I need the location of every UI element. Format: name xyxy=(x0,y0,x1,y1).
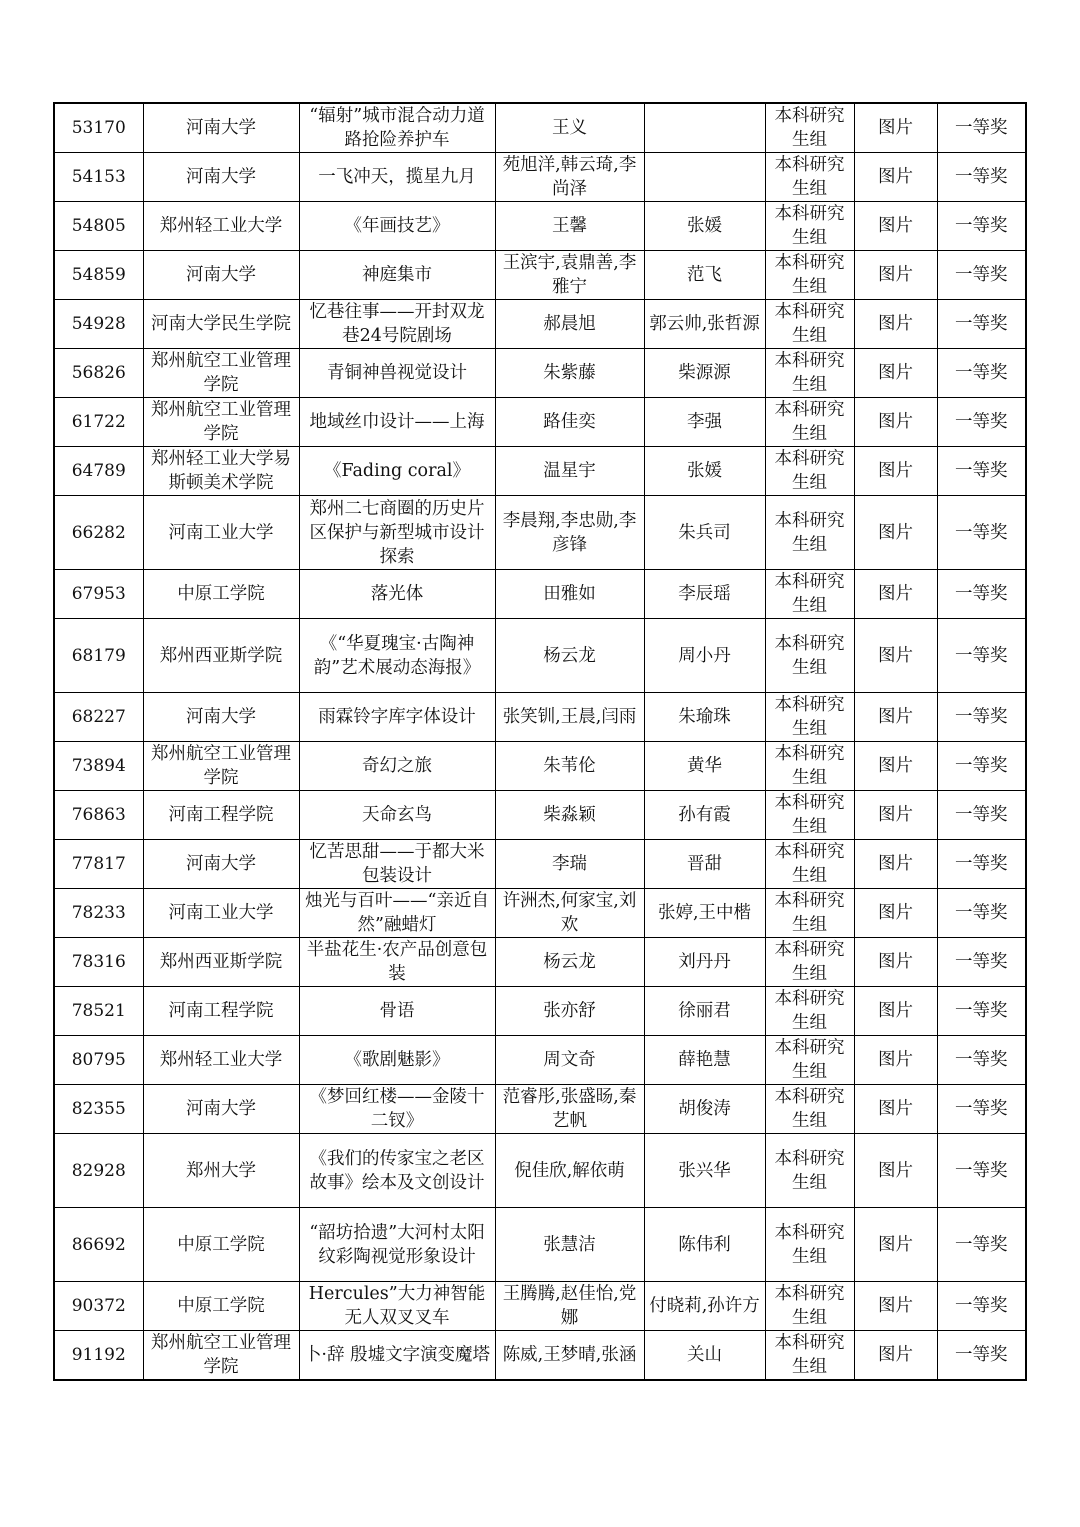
entry-id-cell: 90372 xyxy=(54,1282,143,1331)
group-cell: 本科研究生组 xyxy=(765,349,854,398)
entry-id-cell: 54928 xyxy=(54,300,143,349)
school-cell: 河南大学 xyxy=(143,693,299,742)
work-title-cell: 青铜神兽视觉设计 xyxy=(299,349,495,398)
work-title-cell: 半盐花生·农产品创意包装 xyxy=(299,938,495,987)
table-row xyxy=(54,889,1026,938)
table-row xyxy=(54,103,1026,153)
group-cell: 本科研究生组 xyxy=(765,938,854,987)
group-cell: 本科研究生组 xyxy=(765,251,854,300)
work-title-cell: 忆苦思甜——于都大米包装设计 xyxy=(299,840,495,889)
authors-cell: 朱紫藤 xyxy=(495,349,644,398)
group-cell: 本科研究生组 xyxy=(765,1085,854,1134)
category-cell: 图片 xyxy=(854,153,937,202)
work-title-cell: 卜·辞 殷墟文字演变魔塔 xyxy=(299,1331,495,1381)
school-cell: 郑州轻工业大学 xyxy=(143,202,299,251)
group-cell: 本科研究生组 xyxy=(765,619,854,693)
group-cell: 本科研究生组 xyxy=(765,1208,854,1282)
group-cell: 本科研究生组 xyxy=(765,103,854,153)
advisor-cell: 薛艳慧 xyxy=(644,1036,765,1085)
entry-id-cell: 54859 xyxy=(54,251,143,300)
table-row xyxy=(54,1331,1026,1381)
entry-id-cell: 76863 xyxy=(54,791,143,840)
award-cell: 一等奖 xyxy=(937,1036,1026,1085)
school-cell: 郑州西亚斯学院 xyxy=(143,619,299,693)
award-cell: 一等奖 xyxy=(937,693,1026,742)
entry-id-cell: 56826 xyxy=(54,349,143,398)
table-row xyxy=(54,987,1026,1036)
table-row xyxy=(54,840,1026,889)
advisor-cell: 周小丹 xyxy=(644,619,765,693)
school-cell: 郑州轻工业大学易斯顿美术学院 xyxy=(143,447,299,496)
category-cell: 图片 xyxy=(854,619,937,693)
table-row xyxy=(54,349,1026,398)
group-cell: 本科研究生组 xyxy=(765,447,854,496)
table-row xyxy=(54,742,1026,791)
group-cell: 本科研究生组 xyxy=(765,1134,854,1208)
group-cell: 本科研究生组 xyxy=(765,791,854,840)
advisor-cell: 朱兵司 xyxy=(644,496,765,570)
advisor-cell: 张媛 xyxy=(644,447,765,496)
school-cell: 中原工学院 xyxy=(143,1282,299,1331)
award-table xyxy=(53,102,1027,1381)
work-title-cell: 《歌剧魅影》 xyxy=(299,1036,495,1085)
school-cell: 河南大学 xyxy=(143,1085,299,1134)
category-cell: 图片 xyxy=(854,1331,937,1381)
advisor-cell: 张婷,王中楷 xyxy=(644,889,765,938)
entry-id-cell: 64789 xyxy=(54,447,143,496)
award-cell: 一等奖 xyxy=(937,1331,1026,1381)
work-title-cell: 一飞冲天，揽星九月 xyxy=(299,153,495,202)
advisor-cell: 李强 xyxy=(644,398,765,447)
school-cell: 河南大学 xyxy=(143,103,299,153)
award-cell: 一等奖 xyxy=(937,840,1026,889)
authors-cell: 苑旭洋,韩云琦,李尚泽 xyxy=(495,153,644,202)
authors-cell: 王滨宇,袁鼎善,李雅宁 xyxy=(495,251,644,300)
award-cell: 一等奖 xyxy=(937,103,1026,153)
category-cell: 图片 xyxy=(854,1208,937,1282)
group-cell: 本科研究生组 xyxy=(765,496,854,570)
category-cell: 图片 xyxy=(854,251,937,300)
table-row xyxy=(54,398,1026,447)
group-cell: 本科研究生组 xyxy=(765,300,854,349)
entry-id-cell: 80795 xyxy=(54,1036,143,1085)
table-row xyxy=(54,153,1026,202)
award-cell: 一等奖 xyxy=(937,1208,1026,1282)
advisor-cell: 刘丹丹 xyxy=(644,938,765,987)
entry-id-cell: 82928 xyxy=(54,1134,143,1208)
authors-cell: 范睿彤,张盛旸,秦艺帆 xyxy=(495,1085,644,1134)
school-cell: 郑州航空工业管理学院 xyxy=(143,349,299,398)
work-title-cell: “辐射”城市混合动力道路抢险养护车 xyxy=(299,103,495,153)
school-cell: 郑州航空工业管理学院 xyxy=(143,1331,299,1381)
authors-cell: 王馨 xyxy=(495,202,644,251)
work-title-cell: 忆巷往事——开封双龙巷24号院剧场 xyxy=(299,300,495,349)
category-cell: 图片 xyxy=(854,202,937,251)
award-cell: 一等奖 xyxy=(937,791,1026,840)
award-cell: 一等奖 xyxy=(937,496,1026,570)
award-cell: 一等奖 xyxy=(937,619,1026,693)
school-cell: 河南工程学院 xyxy=(143,987,299,1036)
advisor-cell: 付晓莉,孙许方 xyxy=(644,1282,765,1331)
authors-cell: 李晨翔,李忠勋,李彦锋 xyxy=(495,496,644,570)
category-cell: 图片 xyxy=(854,447,937,496)
table-row xyxy=(54,693,1026,742)
advisor-cell: 胡俊涛 xyxy=(644,1085,765,1134)
authors-cell: 杨云龙 xyxy=(495,938,644,987)
advisor-cell: 柴源源 xyxy=(644,349,765,398)
award-cell: 一等奖 xyxy=(937,398,1026,447)
entry-id-cell: 68227 xyxy=(54,693,143,742)
work-title-cell: 落光体 xyxy=(299,570,495,619)
authors-cell: 周文奇 xyxy=(495,1036,644,1085)
school-cell: 中原工学院 xyxy=(143,570,299,619)
group-cell: 本科研究生组 xyxy=(765,570,854,619)
authors-cell: 张笑钏,王晨,闫雨 xyxy=(495,693,644,742)
award-cell: 一等奖 xyxy=(937,1085,1026,1134)
table-row xyxy=(54,300,1026,349)
award-cell: 一等奖 xyxy=(937,447,1026,496)
entry-id-cell: 91192 xyxy=(54,1331,143,1381)
group-cell: 本科研究生组 xyxy=(765,889,854,938)
table-row xyxy=(54,1085,1026,1134)
advisor-cell xyxy=(644,153,765,202)
entry-id-cell: 61722 xyxy=(54,398,143,447)
authors-cell: 张亦舒 xyxy=(495,987,644,1036)
entry-id-cell: 77817 xyxy=(54,840,143,889)
work-title-cell: 《“华夏瑰宝·古陶神韵”艺术展动态海报》 xyxy=(299,619,495,693)
authors-cell: 田雅如 xyxy=(495,570,644,619)
advisor-cell: 范飞 xyxy=(644,251,765,300)
group-cell: 本科研究生组 xyxy=(765,202,854,251)
work-title-cell: 神庭集市 xyxy=(299,251,495,300)
school-cell: 郑州西亚斯学院 xyxy=(143,938,299,987)
group-cell: 本科研究生组 xyxy=(765,153,854,202)
school-cell: 中原工学院 xyxy=(143,1208,299,1282)
category-cell: 图片 xyxy=(854,1036,937,1085)
school-cell: 河南工业大学 xyxy=(143,889,299,938)
category-cell: 图片 xyxy=(854,791,937,840)
school-cell: 郑州航空工业管理学院 xyxy=(143,398,299,447)
authors-cell: 倪佳欣,解依萌 xyxy=(495,1134,644,1208)
entry-id-cell: 66282 xyxy=(54,496,143,570)
table-row xyxy=(54,1134,1026,1208)
table-row xyxy=(54,1036,1026,1085)
entry-id-cell: 82355 xyxy=(54,1085,143,1134)
award-cell: 一等奖 xyxy=(937,889,1026,938)
authors-cell: 王义 xyxy=(495,103,644,153)
advisor-cell: 徐丽君 xyxy=(644,987,765,1036)
advisor-cell: 郭云帅,张哲源 xyxy=(644,300,765,349)
entry-id-cell: 78233 xyxy=(54,889,143,938)
work-title-cell: 郑州二七商圈的历史片区保护与新型城市设计探索 xyxy=(299,496,495,570)
advisor-cell: 李辰瑶 xyxy=(644,570,765,619)
school-cell: 河南大学 xyxy=(143,251,299,300)
table-row xyxy=(54,202,1026,251)
work-title-cell: 地域丝巾设计——上海 xyxy=(299,398,495,447)
table-row xyxy=(54,619,1026,693)
table-row xyxy=(54,496,1026,570)
table-row xyxy=(54,938,1026,987)
award-cell: 一等奖 xyxy=(937,570,1026,619)
authors-cell: 陈威,王梦晴,张涵 xyxy=(495,1331,644,1381)
group-cell: 本科研究生组 xyxy=(765,840,854,889)
category-cell: 图片 xyxy=(854,987,937,1036)
group-cell: 本科研究生组 xyxy=(765,1282,854,1331)
category-cell: 图片 xyxy=(854,103,937,153)
authors-cell: 张慧洁 xyxy=(495,1208,644,1282)
category-cell: 图片 xyxy=(854,1134,937,1208)
award-cell: 一等奖 xyxy=(937,742,1026,791)
work-title-cell: 骨语 xyxy=(299,987,495,1036)
category-cell: 图片 xyxy=(854,938,937,987)
authors-cell: 朱苇伦 xyxy=(495,742,644,791)
category-cell: 图片 xyxy=(854,742,937,791)
award-cell: 一等奖 xyxy=(937,251,1026,300)
group-cell: 本科研究生组 xyxy=(765,693,854,742)
school-cell: 郑州大学 xyxy=(143,1134,299,1208)
school-cell: 郑州轻工业大学 xyxy=(143,1036,299,1085)
work-title-cell: Hercules”大力神智能无人双叉叉车 xyxy=(299,1282,495,1331)
category-cell: 图片 xyxy=(854,496,937,570)
school-cell: 河南大学民生学院 xyxy=(143,300,299,349)
category-cell: 图片 xyxy=(854,570,937,619)
school-cell: 郑州航空工业管理学院 xyxy=(143,742,299,791)
entry-id-cell: 67953 xyxy=(54,570,143,619)
school-cell: 河南大学 xyxy=(143,840,299,889)
table-row xyxy=(54,570,1026,619)
award-cell: 一等奖 xyxy=(937,938,1026,987)
work-title-cell: 天命玄鸟 xyxy=(299,791,495,840)
award-cell: 一等奖 xyxy=(937,987,1026,1036)
category-cell: 图片 xyxy=(854,1085,937,1134)
group-cell: 本科研究生组 xyxy=(765,1036,854,1085)
advisor-cell: 关山 xyxy=(644,1331,765,1381)
entry-id-cell: 54805 xyxy=(54,202,143,251)
entry-id-cell: 86692 xyxy=(54,1208,143,1282)
entry-id-cell: 78521 xyxy=(54,987,143,1036)
category-cell: 图片 xyxy=(854,300,937,349)
advisor-cell: 朱瑜珠 xyxy=(644,693,765,742)
authors-cell: 温星宇 xyxy=(495,447,644,496)
table-row xyxy=(54,251,1026,300)
category-cell: 图片 xyxy=(854,1282,937,1331)
work-title-cell: “韶坊拾遗”大河村太阳纹彩陶视觉形象设计 xyxy=(299,1208,495,1282)
award-cell: 一等奖 xyxy=(937,153,1026,202)
group-cell: 本科研究生组 xyxy=(765,742,854,791)
group-cell: 本科研究生组 xyxy=(765,398,854,447)
advisor-cell: 晋甜 xyxy=(644,840,765,889)
work-title-cell: 雨霖铃字库字体设计 xyxy=(299,693,495,742)
work-title-cell: 烛光与百叶——“亲近自然”融蜡灯 xyxy=(299,889,495,938)
group-cell: 本科研究生组 xyxy=(765,987,854,1036)
award-cell: 一等奖 xyxy=(937,300,1026,349)
category-cell: 图片 xyxy=(854,693,937,742)
authors-cell: 郝晨旭 xyxy=(495,300,644,349)
category-cell: 图片 xyxy=(854,889,937,938)
entry-id-cell: 78316 xyxy=(54,938,143,987)
advisor-cell: 张媛 xyxy=(644,202,765,251)
school-cell: 河南工程学院 xyxy=(143,791,299,840)
table-row xyxy=(54,1282,1026,1331)
authors-cell: 李瑞 xyxy=(495,840,644,889)
advisor-cell: 孙有霞 xyxy=(644,791,765,840)
award-cell: 一等奖 xyxy=(937,1282,1026,1331)
table-row xyxy=(54,447,1026,496)
work-title-cell: 《Fading coral》 xyxy=(299,447,495,496)
table-row xyxy=(54,1208,1026,1282)
authors-cell: 柴淼颖 xyxy=(495,791,644,840)
advisor-cell xyxy=(644,103,765,153)
work-title-cell: 《我们的传家宝之老区故事》绘本及文创设计 xyxy=(299,1134,495,1208)
work-title-cell: 《梦回红楼——金陵十二钗》 xyxy=(299,1085,495,1134)
advisor-cell: 张兴华 xyxy=(644,1134,765,1208)
advisor-cell: 黄华 xyxy=(644,742,765,791)
authors-cell: 许洲杰,何家宝,刘欢 xyxy=(495,889,644,938)
authors-cell: 王腾腾,赵佳怡,党娜 xyxy=(495,1282,644,1331)
advisor-cell: 陈伟利 xyxy=(644,1208,765,1282)
award-cell: 一等奖 xyxy=(937,349,1026,398)
school-cell: 河南工业大学 xyxy=(143,496,299,570)
entry-id-cell: 54153 xyxy=(54,153,143,202)
category-cell: 图片 xyxy=(854,840,937,889)
award-cell: 一等奖 xyxy=(937,1134,1026,1208)
entry-id-cell: 68179 xyxy=(54,619,143,693)
group-cell: 本科研究生组 xyxy=(765,1331,854,1381)
category-cell: 图片 xyxy=(854,398,937,447)
entry-id-cell: 73894 xyxy=(54,742,143,791)
school-cell: 河南大学 xyxy=(143,153,299,202)
work-title-cell: 《年画技艺》 xyxy=(299,202,495,251)
category-cell: 图片 xyxy=(854,349,937,398)
entry-id-cell: 53170 xyxy=(54,103,143,153)
authors-cell: 路佳奕 xyxy=(495,398,644,447)
authors-cell: 杨云龙 xyxy=(495,619,644,693)
award-cell: 一等奖 xyxy=(937,202,1026,251)
table-row xyxy=(54,791,1026,840)
work-title-cell: 奇幻之旅 xyxy=(299,742,495,791)
